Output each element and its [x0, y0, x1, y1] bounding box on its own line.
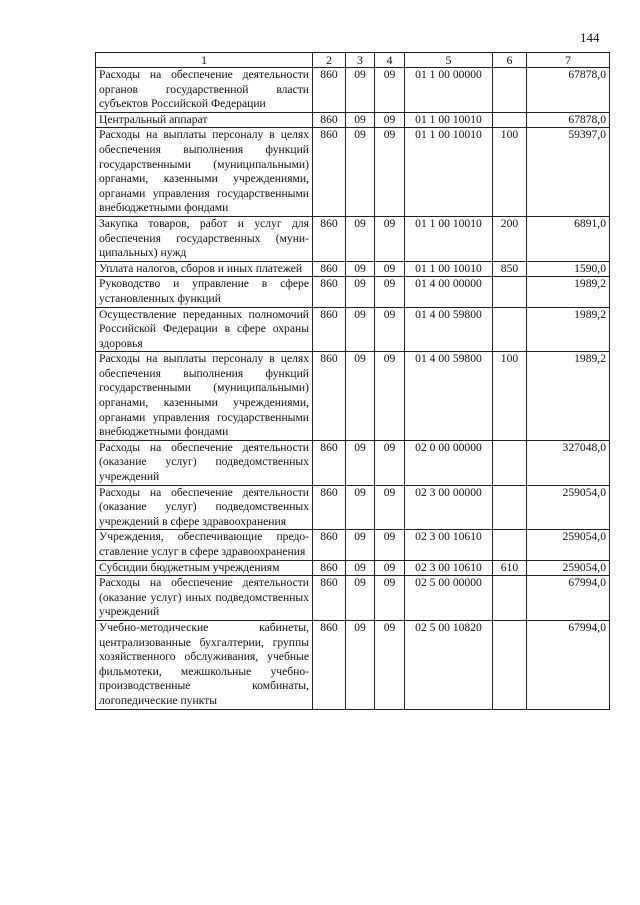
row-description: Расходы на обеспечение деятельности (оказание услуг) иных подведомственных учреждений — [96, 576, 313, 621]
expense-type-cell — [493, 277, 527, 307]
amount-cell: 327048,0 — [527, 440, 610, 485]
expense-type-cell — [493, 307, 527, 352]
amount-cell: 1989,2 — [527, 277, 610, 307]
admin-code-cell: 860 — [313, 277, 346, 307]
table-row — [96, 112, 610, 128]
table-row — [96, 216, 610, 261]
amount-cell: 67878,0 — [527, 68, 610, 113]
column-header: 6 — [493, 53, 527, 68]
admin-code-cell: 860 — [313, 485, 346, 530]
expense-type-cell: 610 — [493, 560, 527, 576]
subsection-cell: 09 — [375, 112, 405, 128]
row-description: Учреждения, обеспечивающие предо-ставление услуг в сфере здравоохранения — [96, 530, 313, 560]
expense-type-cell — [493, 620, 527, 709]
column-header: 1 — [96, 53, 313, 68]
row-description: Расходы на обеспечение деятельности (оказание услуг) подведомственных учреждений — [96, 440, 313, 485]
amount-cell: 1590,0 — [527, 261, 610, 277]
table-row — [96, 128, 610, 217]
row-description: Руководство и управление в сфере установленных функций — [96, 277, 313, 307]
admin-code-cell: 860 — [313, 68, 346, 113]
subsection-cell: 09 — [375, 277, 405, 307]
section-cell: 09 — [346, 530, 375, 560]
row-description: Расходы на обеспечение деятельности органов государственной власти субъектов Российской Федерации — [96, 68, 313, 113]
target-article-cell: 01 4 00 00000 — [405, 277, 493, 307]
section-cell: 09 — [346, 576, 375, 621]
subsection-cell: 09 — [375, 440, 405, 485]
column-header: 7 — [527, 53, 610, 68]
row-description: Осуществление переданных полномочий Российской Федерации в сфере охраны здоровья — [96, 307, 313, 352]
subsection-cell: 09 — [375, 530, 405, 560]
target-article-cell: 02 5 00 00000 — [405, 576, 493, 621]
row-description: Учебно-методические кабинеты, централизованные бухгалтерии, группы хозяйственного обслуживания, учебные фильмотеки, межшкольные учебно-производственные комбинаты, логопедические пункты — [96, 620, 313, 709]
table-row — [96, 352, 610, 441]
table-row — [96, 620, 610, 709]
amount-cell: 59397,0 — [527, 128, 610, 217]
amount-cell: 67994,0 — [527, 576, 610, 621]
table-row — [96, 261, 610, 277]
subsection-cell: 09 — [375, 261, 405, 277]
row-description: Расходы на выплаты персоналу в целях обеспечения выполнения функций государственными (муниципальными) органами, казенными учреждениями, органами управления государственными внебюджетными фондами — [96, 128, 313, 217]
section-cell: 09 — [346, 620, 375, 709]
table-row — [96, 485, 610, 530]
subsection-cell: 09 — [375, 485, 405, 530]
row-description: Закупка товаров, работ и услуг для обеспечения государственных (муниципальных) нужд — [96, 216, 313, 261]
expense-type-cell — [493, 440, 527, 485]
admin-code-cell: 860 — [313, 128, 346, 217]
amount-cell: 1989,2 — [527, 307, 610, 352]
row-description: Уплата налогов, сборов и иных платежей — [96, 261, 313, 277]
row-description: Центральный аппарат — [96, 112, 313, 128]
admin-code-cell: 860 — [313, 216, 346, 261]
admin-code-cell: 860 — [313, 530, 346, 560]
page-number: 144 — [580, 30, 600, 45]
amount-cell: 6891,0 — [527, 216, 610, 261]
target-article-cell: 02 3 00 00000 — [405, 485, 493, 530]
target-article-cell: 02 3 00 10610 — [405, 560, 493, 576]
target-article-cell: 01 1 00 10010 — [405, 261, 493, 277]
expense-type-cell — [493, 68, 527, 113]
column-header: 3 — [346, 53, 375, 68]
amount-cell: 259054,0 — [527, 530, 610, 560]
target-article-cell: 02 0 00 00000 — [405, 440, 493, 485]
admin-code-cell: 860 — [313, 576, 346, 621]
section-cell: 09 — [346, 352, 375, 441]
table-row — [96, 576, 610, 621]
column-header: 5 — [405, 53, 493, 68]
target-article-cell: 01 1 00 00000 — [405, 68, 493, 113]
subsection-cell: 09 — [375, 352, 405, 441]
row-description: Расходы на выплаты персоналу в целях обеспечения выполнения функций государственными (муниципальными) органами, казенными учреждениями, органами управления государственными внебюджетными фондами — [96, 352, 313, 441]
admin-code-cell: 860 — [313, 352, 346, 441]
section-cell: 09 — [346, 277, 375, 307]
admin-code-cell: 860 — [313, 620, 346, 709]
table-row — [96, 530, 610, 560]
expense-type-cell: 850 — [493, 261, 527, 277]
section-cell: 09 — [346, 307, 375, 352]
expense-type-cell — [493, 112, 527, 128]
subsection-cell: 09 — [375, 560, 405, 576]
section-cell: 09 — [346, 560, 375, 576]
target-article-cell: 02 3 00 10610 — [405, 530, 493, 560]
section-cell: 09 — [346, 216, 375, 261]
subsection-cell: 09 — [375, 307, 405, 352]
admin-code-cell: 860 — [313, 307, 346, 352]
header-row — [96, 53, 610, 68]
target-article-cell: 01 1 00 10010 — [405, 112, 493, 128]
amount-cell: 259054,0 — [527, 560, 610, 576]
admin-code-cell: 860 — [313, 560, 346, 576]
expense-type-cell: 200 — [493, 216, 527, 261]
amount-cell: 259054,0 — [527, 485, 610, 530]
column-header: 2 — [313, 53, 346, 68]
section-cell: 09 — [346, 261, 375, 277]
budget-table — [95, 52, 610, 710]
row-description: Расходы на обеспечение деятельности (оказание услуг) подведомственных учреждений в сфере здравоохранения — [96, 485, 313, 530]
amount-cell: 67878,0 — [527, 112, 610, 128]
table-row — [96, 68, 610, 113]
target-article-cell: 01 4 00 59800 — [405, 307, 493, 352]
subsection-cell: 09 — [375, 576, 405, 621]
section-cell: 09 — [346, 440, 375, 485]
subsection-cell: 09 — [375, 216, 405, 261]
target-article-cell: 01 1 00 10010 — [405, 128, 493, 217]
amount-cell: 1989,2 — [527, 352, 610, 441]
row-description: Субсидии бюджетным учреждениям — [96, 560, 313, 576]
target-article-cell: 01 1 00 10010 — [405, 216, 493, 261]
expense-type-cell — [493, 485, 527, 530]
expense-type-cell: 100 — [493, 128, 527, 217]
column-header: 4 — [375, 53, 405, 68]
expense-type-cell — [493, 530, 527, 560]
table-row — [96, 307, 610, 352]
subsection-cell: 09 — [375, 128, 405, 217]
table-row — [96, 440, 610, 485]
section-cell: 09 — [346, 128, 375, 217]
admin-code-cell: 860 — [313, 440, 346, 485]
admin-code-cell: 860 — [313, 261, 346, 277]
section-cell: 09 — [346, 485, 375, 530]
subsection-cell: 09 — [375, 620, 405, 709]
target-article-cell: 01 4 00 59800 — [405, 352, 493, 441]
table-row — [96, 277, 610, 307]
section-cell: 09 — [346, 112, 375, 128]
expense-type-cell — [493, 576, 527, 621]
section-cell: 09 — [346, 68, 375, 113]
table-row — [96, 560, 610, 576]
subsection-cell: 09 — [375, 68, 405, 113]
target-article-cell: 02 5 00 10820 — [405, 620, 493, 709]
admin-code-cell: 860 — [313, 112, 346, 128]
expense-type-cell: 100 — [493, 352, 527, 441]
amount-cell: 67994,0 — [527, 620, 610, 709]
